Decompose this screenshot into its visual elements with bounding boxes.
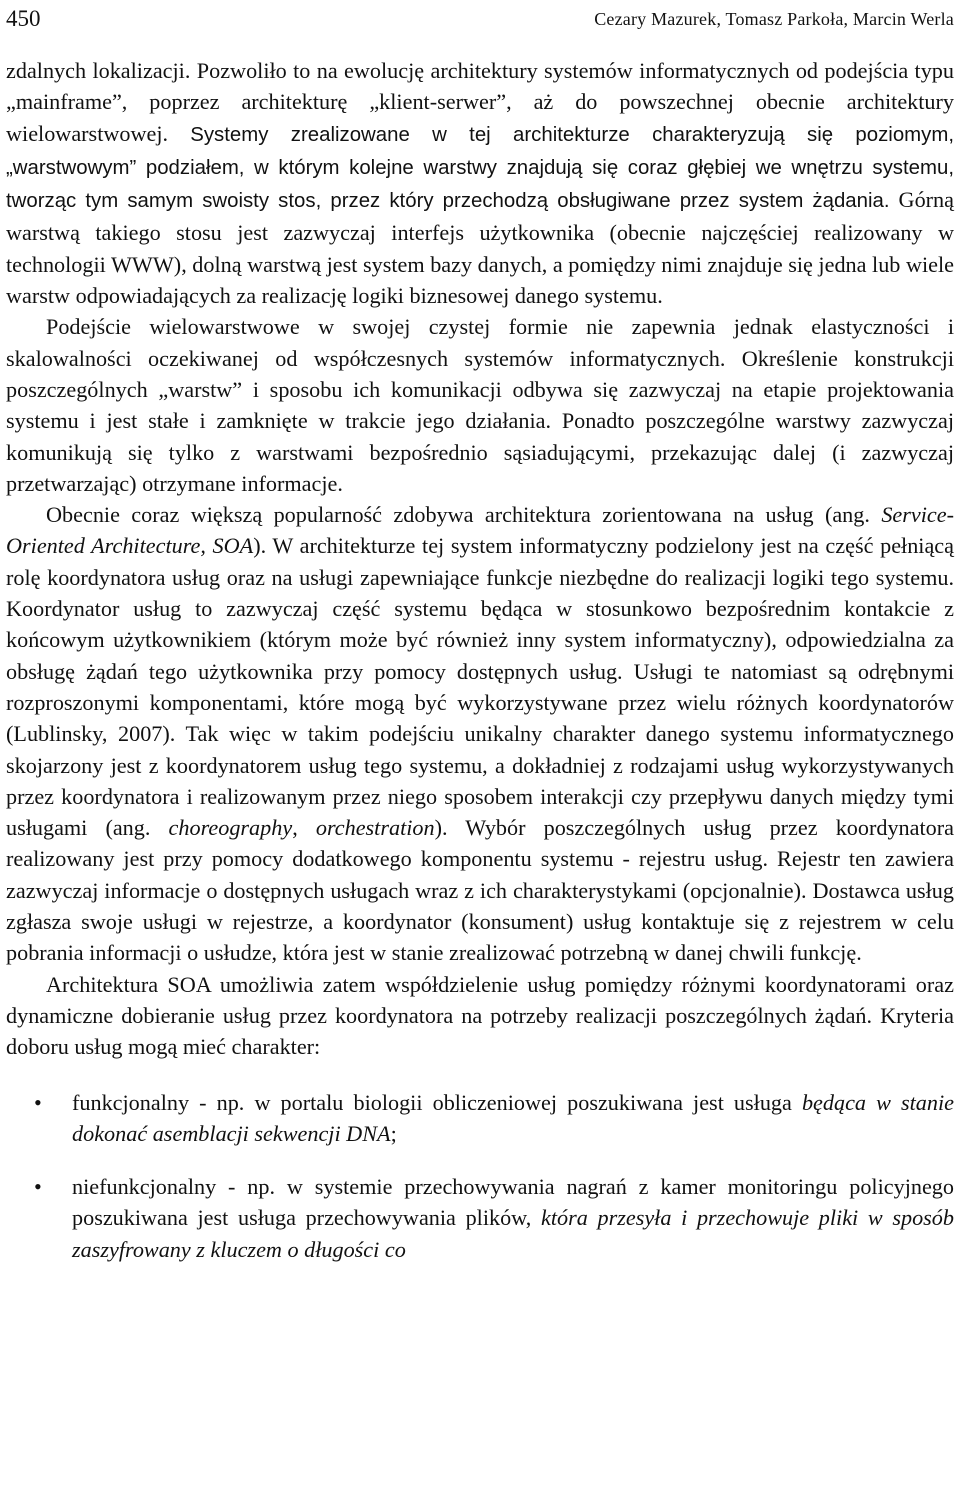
paragraph-1 [6, 55, 954, 311]
bullet-icon: • [34, 1089, 42, 1115]
list-item-nonfunctional [6, 1171, 954, 1265]
paragraph-2: Podejście wielowarstwowe w swojej czystej formie nie zapewnia jednak elastyczności i skalowalności oczekiwanej od współczesnych systemów informatycznych. Określenie konstrukcji poszczególnych „warstw” i sposobu ich komunikacji odbywa się zazwyczaj na etapie projektowania systemu i jest stałe i zamknięte w trakcie jego działania. Ponadto poszczególne warstwy zazwyczaj komunikują się tylko z warstwami bezpośrednio sąsiadującymi, przekazując dalej (i zazwyczaj przetwarzając) otrzymane informacje. [6, 314, 954, 496]
criteria-list [6, 1087, 954, 1265]
paragraph-4: Architektura SOA umożliwia zatem współdzielenie usług pomiędzy różnymi koordynatorami oraz dynamiczne dobieranie usług przez koordynatora na potrzeby realizacji poszczególnych żądań. Kryteria doboru usług mogą mieć charakter: [6, 971, 954, 1060]
choreography-term: choreography [168, 815, 293, 841]
orchestration-term: orchestration [315, 815, 435, 841]
bullet-icon: • [34, 1174, 42, 1200]
paragraph-3-part-g: ). Wybór poszczególnych usług przez koordynatora realizowany jest przy pomocy dodatkowego komponentu systemu - rejestru usług. Rejestr ten zawiera zazwyczaj informacje o dostępnych usługach wraz z ich charakterystykami (opcjonalnie). Dostawca usług zgłasza swoje usługi w rejestrze, a koordynator (konsument) usług kontaktuje się z rejestrem w celu pobrania informacji o usłudze, która jest w stanie zrealizować potrzebną w danej chwili funkcję. [6, 815, 954, 966]
soa-term: Service-Oriented Architecture, SOA [6, 502, 954, 559]
header-authors: Cezary Mazurek, Tomasz Parkoła, Marcin Werla [594, 8, 954, 29]
body-text [6, 55, 954, 1265]
list-item-nonfunctional-text: niefunkcjonalny - np. w systemie przechowywania nagrań z kamer monitoringu policyjnego poszukiwana jest usługa przechowywania plików, [72, 1174, 954, 1231]
paragraph-3 [6, 499, 954, 968]
list-item-functional [6, 1087, 954, 1150]
paragraph-1-part-a: zdalnych lokalizacji. Pozwoliło to na ewolucję architektury systemów informatycznych od podejścia typu „mainframe”, poprzez architekturę „klient-serwer”, aż do powszechnej obecnie architektury wielowarstwowej. [6, 58, 954, 146]
running-header [6, 0, 954, 38]
paragraph-1-sans-sentence: Systemy zrealizowane w tej architekturze charakteryzują się poziomym, „warstwowym” podziałem, w którym kolejne warstwy znajdują się coraz głębiej we wnętrzu systemu, tworząc tym samym swoisty stos, przez który przechodzą obsługiwane przez system żądania. [6, 123, 954, 213]
paragraph-3-part-c: ). W architekturze tej system informatyczny podzielony jest na część pełniącą rolę koordynatora usług oraz na usługi zapewniające funkcje niezbędne do realizacji logiki tego systemu. Koordynator usług to zazwyczaj część systemu będąca w stosunkowo bezpośrednim kontakcie z końcowym użytkownikiem (którym może być również inny system informatyczny), odpowiedzialna za obsługę żądań tego użytkownika przy pomocy dostępnych usług. Usługi te natomiast są odrębnymi rozproszonymi komponentami, które mogą być wykorzystywane przez wielu różnych koordynatorów (Lublinsky, 2007). Tak więc w takim podejściu unikalny charakter danego systemu informatycznego skojarzony jest z koordynatorem usług tego systemu, a dokładniej z rodzajami usług wykorzystywanych przez koordynatora i realizowanym przez niego sposobem interakcji czy przepływu danych między tymi usługami (ang. [6, 533, 955, 841]
list-item-nonfunctional-italic: która przesyła i przechowuje pliki w sposób zaszyfrowany z kluczem o długości co [72, 1205, 954, 1262]
paragraph-3-part-a: Obecnie coraz większą popularność zdobywa architektura zorientowana na usług (ang. [46, 502, 882, 528]
paragraph-1-part-c: Górną warstwą takiego stosu jest zazwyczaj interfejs użytkownika (obecnie najczęściej realizowany w technologii WWW), dolną warstwą jest system bazy danych, a pomiędzy nimi znajduje się jedna lub wiele warstw odpowiadających za realizację logiki biznesowej danego systemu. [6, 187, 954, 309]
list-item-functional-end: ; [390, 1120, 397, 1146]
list-item-functional-italic: będąca w stanie dokonać asemblacji sekwencji DNA [72, 1089, 954, 1146]
list-item-functional-text: funkcjonalny - np. w portalu biologii obliczeniowej poszukiwana jest usługa [72, 1089, 802, 1115]
paragraph-3-part-e: , [292, 815, 316, 841]
document-page [6, 0, 954, 1287]
page-number: 450 [6, 6, 41, 31]
